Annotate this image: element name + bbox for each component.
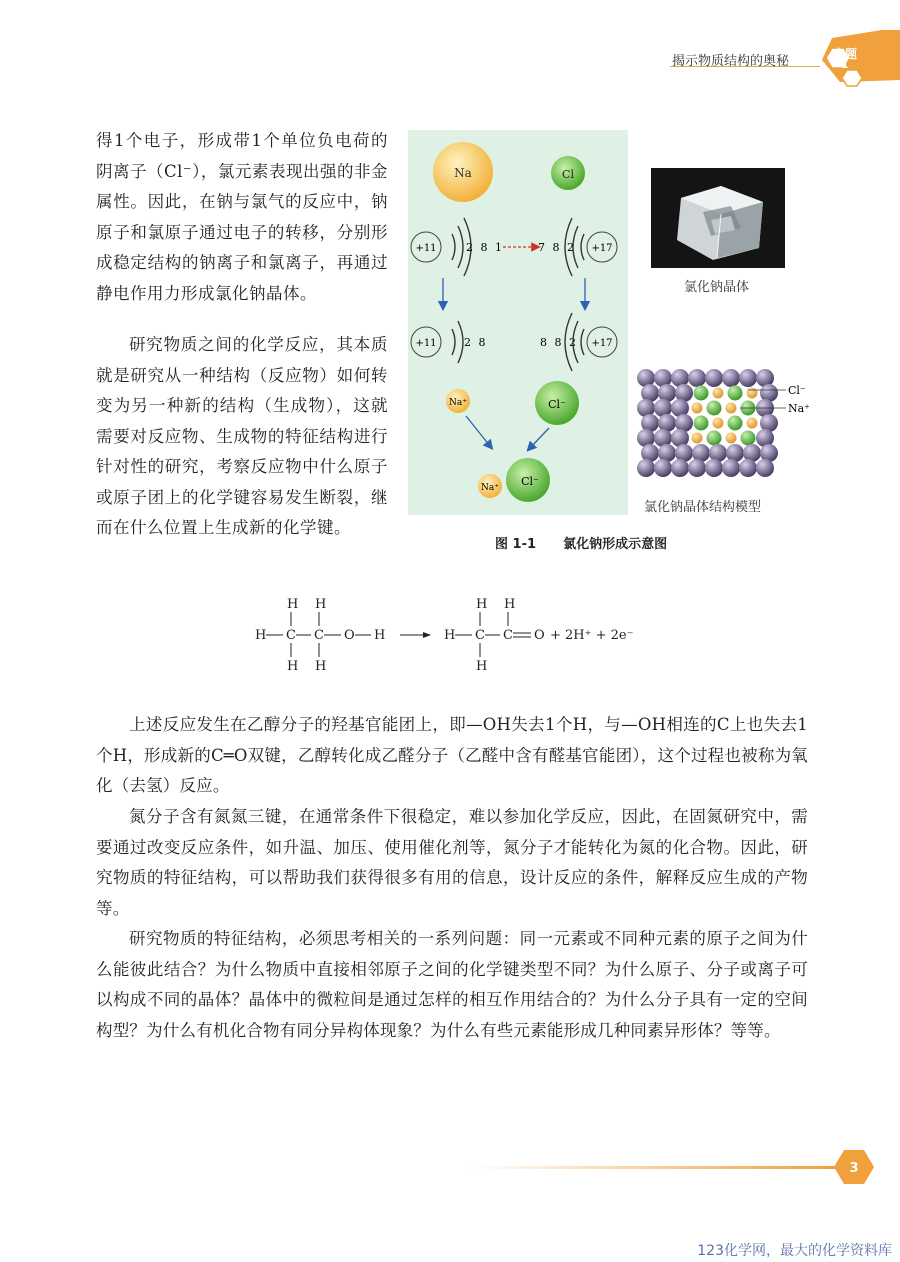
na-nucleus-label: +11 <box>415 243 437 254</box>
eth-h-top1: H <box>287 597 299 612</box>
cl-ion-label: Cl⁻ <box>548 398 566 411</box>
na-ion-shells <box>452 321 463 363</box>
cl-ion-electron-config: 8 8 2 <box>540 336 578 349</box>
model-label-na: Na⁺ <box>788 402 810 415</box>
lattice-sphere <box>694 416 709 431</box>
na-ion-nucleus-label: +11 <box>415 338 437 349</box>
ethanol-oxidation-equation <box>245 592 665 682</box>
paragraph-reaction: 研究物质之间的化学反应，其本质就是研究从一种结构（反应物）如何转变为另一种新的结构（生成物），这就需要对反应物、生成物的特征结构进行针对性的研究，考察反应物中什么原子或原子团上的化学键容易发生断裂，继而在什么位置上生成新的化学键。 <box>96 335 388 537</box>
lattice-sphere <box>726 433 737 444</box>
nacl-formation-diagram <box>408 130 628 515</box>
eth-h-left: H <box>255 628 267 643</box>
lattice-sphere <box>692 403 703 414</box>
lattice-sphere <box>756 459 774 477</box>
ethanol-structure <box>255 597 385 674</box>
chapter-badge-label <box>833 48 857 72</box>
eth-c1: C <box>286 628 296 643</box>
lattice-sphere <box>747 418 758 429</box>
lattice-sphere <box>705 369 723 387</box>
cl-nucleus-label: +17 <box>591 243 613 254</box>
eth-h-right: H <box>374 628 386 643</box>
lattice-sphere <box>728 386 743 401</box>
combined-cl-label: Cl⁻ <box>521 475 539 488</box>
lattice-sphere <box>741 431 756 446</box>
lattice-sphere <box>707 431 722 446</box>
footer-rule <box>470 1166 835 1169</box>
diagram-svg <box>408 130 628 515</box>
paragraph-questions: 研究物质的特征结构，必须思考相关的一系列问题：同一元素或不同种元素的原子之间为什么能彼此结合？为什么物质中直接相邻原子之间的化学键类型不同？为什么原子、分子或离子可以构成不同的晶体？晶体中的微粒间是通过怎样的相互作用结合的？为什么分子具有一定的空间构型？为什么有机化合物有同分异构体现象？为什么有些元素能形成几种同素异形体？等等。 <box>96 929 808 1040</box>
lattice-sphere <box>739 369 757 387</box>
lattice-sphere <box>728 416 743 431</box>
ald-h-top2: H <box>504 597 516 612</box>
eth-h-top2: H <box>315 597 327 612</box>
ald-h-left: H <box>444 628 456 643</box>
lattice-sphere <box>713 388 724 399</box>
lattice-sphere <box>726 403 737 414</box>
lattice-sphere <box>707 401 722 416</box>
na-ion-label: Na⁺ <box>449 398 467 408</box>
na-ion-arrow <box>466 416 490 446</box>
na-electron-config: 2 8 1 <box>466 241 504 254</box>
lattice-sphere <box>654 459 672 477</box>
lattice-model-caption: 氯化钠晶体结构模型 <box>644 500 762 515</box>
equation-products-extra: + 2H⁺ + 2e⁻ <box>550 628 634 643</box>
paragraph-intro: 得1个电子，形成带1个单位负电荷的阴离子（Cl⁻），氯元素表现出强的非金属性。因此，在钠与氯气的反应中，钠原子和氯原子通过电子的转移，分别形成稳定结构的钠离子和氯离子，再通过静电作用力形成氯化钠晶体。 <box>96 131 388 303</box>
lattice-sphere <box>688 369 706 387</box>
lattice-sphere <box>739 459 757 477</box>
eth-c2: C <box>314 628 324 643</box>
ald-c1: C <box>475 628 485 643</box>
lattice-sphere <box>688 459 706 477</box>
model-label-cl: Cl⁻ <box>788 384 806 397</box>
eth-o: O <box>344 628 355 643</box>
lattice-sphere <box>705 459 723 477</box>
nacl-crystal-photo <box>651 168 785 268</box>
watermark: 123化学网，最大的化学资料库 <box>697 1243 892 1259</box>
figure-caption <box>495 533 667 552</box>
cl-ion-nucleus-label: +17 <box>591 338 613 349</box>
ald-c2: C <box>503 628 513 643</box>
lattice-sphere <box>692 433 703 444</box>
figure-title: 氯化钠形成示意图 <box>563 537 668 552</box>
badge-number: 1 <box>841 60 849 71</box>
ald-o: O <box>534 628 545 643</box>
lattice-sphere <box>637 459 655 477</box>
paragraph-oxidation: 上述反应发生在乙醇分子的羟基官能团上，即—OH失去1个H，与—OH相连的C上也失去1个H，形成新的C═O双键，乙醇转化成乙醛分子（乙醛中含有醛基官能团），这个过程也被称为氧化（去氢）反应。 <box>96 715 808 795</box>
figure-number: 图 1-1 <box>495 537 537 552</box>
ald-h-top1: H <box>476 597 488 612</box>
page-number-badge <box>834 1148 874 1186</box>
paragraph-nitrogen: 氮分子含有氮氮三键，在通常条件下很稳定，难以参加化学反应，因此，在固氮研究中，需要通过改变反应条件，如升温、加压、使用催化剂等，氮分子才能转化为氮的化合物。因此，研究物质的特征结构，可以帮助我们获得很多有用的信息，设计反应的条件，解释反应生成的产物等。 <box>96 807 808 918</box>
na-atom-label: Na <box>454 166 472 180</box>
lattice-sphere <box>722 369 740 387</box>
crystal-photo-caption: 氯化钠晶体 <box>684 280 750 295</box>
acetaldehyde-structure <box>444 597 545 674</box>
cl-ion-arrow <box>530 428 549 448</box>
eth-h-bot2: H <box>315 659 327 674</box>
chapter-title: 揭示物质结构的奥秘 <box>672 54 790 69</box>
combined-na-label: Na⁺ <box>481 483 499 493</box>
lattice-sphere <box>694 386 709 401</box>
lattice-sphere <box>713 418 724 429</box>
nacl-lattice-model <box>636 368 836 488</box>
badge-text: 专题 <box>833 47 858 61</box>
na-ion-electron-config: 2 8 <box>464 336 488 349</box>
lattice-sphere <box>747 388 758 399</box>
page-number: 3 <box>849 1161 859 1176</box>
eth-h-bot1: H <box>287 659 299 674</box>
lattice-sphere <box>671 459 689 477</box>
cl-atom-label: Cl <box>562 168 574 181</box>
lattice-sphere <box>722 459 740 477</box>
cl-electron-config: 7 8 2 <box>538 241 576 254</box>
ald-h-bot: H <box>476 659 488 674</box>
